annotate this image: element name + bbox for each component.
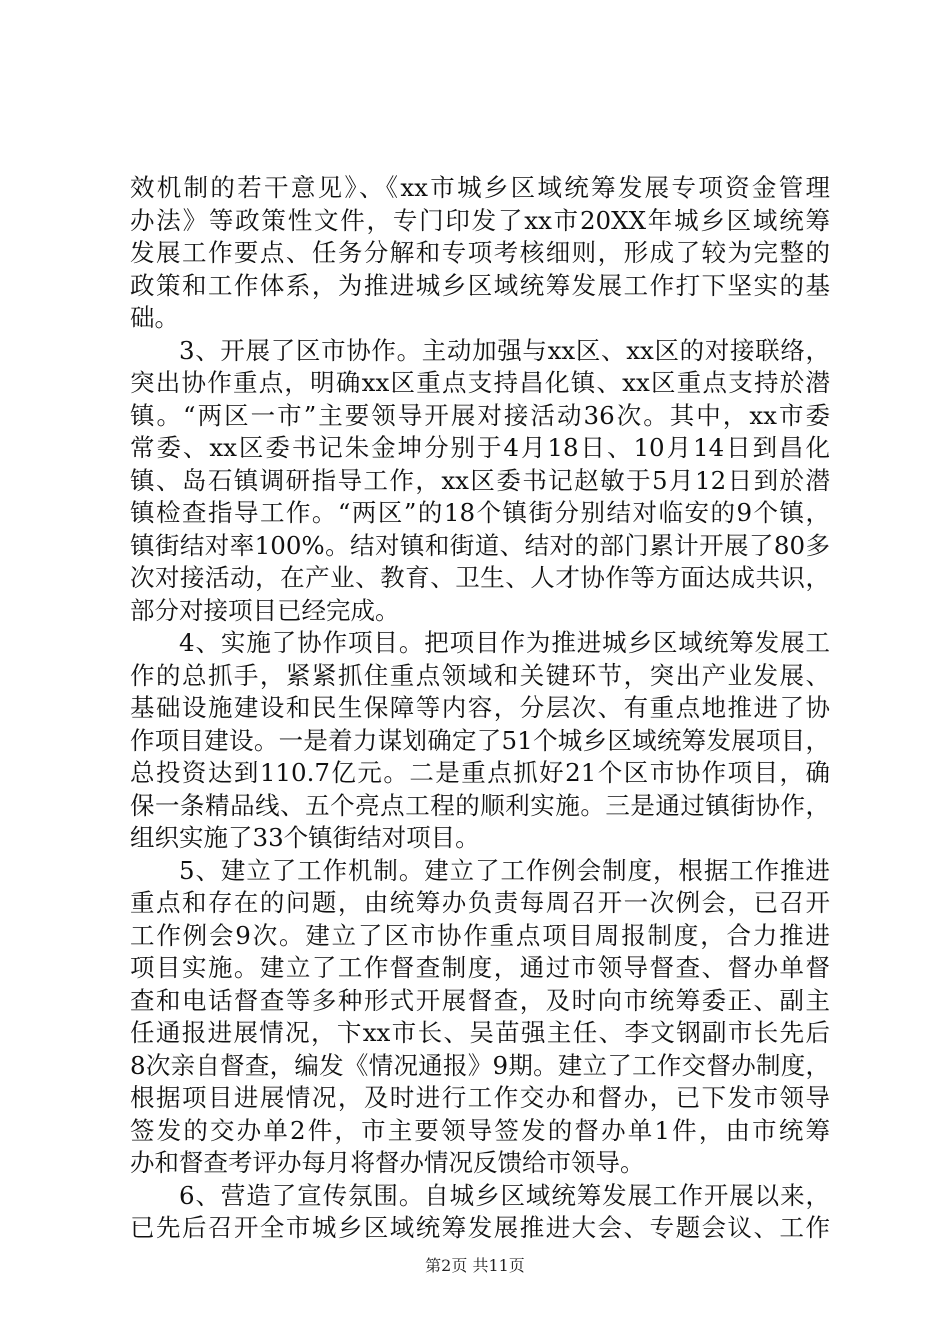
text-line: 项目实施。建立了工作督查制度，通过市领导督查、督办单督 <box>130 953 830 982</box>
text-line: 部分对接项目已经完成。 <box>130 595 400 625</box>
text-line: 已先后召开全市城乡区域统筹发展推进大会、专题会议、工作 <box>130 1213 830 1242</box>
text-line: 组织实施了33个镇街结对项目。 <box>130 823 480 852</box>
text-line: 作项目建设。一是着力谋划确定了51个城乡区域统筹发展项目， <box>130 725 830 755</box>
text-line: 工作例会9次。建立了区市协作重点项目周报制度，合力推进 <box>130 920 830 950</box>
text-line: 办法》等政策性文件，专门印发了xx市20XX年城乡区域统筹 <box>130 205 830 235</box>
text-line: 签发的交办单2件，市主要领导签发的督办单1件，由市统筹 <box>130 1115 830 1145</box>
paragraph-6-first-line: 6、营造了宣传氛围。自城乡区域统筹发展工作开展以来， <box>179 1180 830 1210</box>
text-line: 重点和存在的问题，由统筹办负责每周召开一次例会，已召开 <box>130 888 830 917</box>
text-line: 镇、岛石镇调研指导工作，xx区委书记赵敏于5月12日到於潜 <box>130 465 830 495</box>
text-line: 办和督查考评办每月将督办情况反馈给市领导。 <box>130 1148 645 1177</box>
text-line: 根据项目进展情况，及时进行工作交办和督办，已下发市领导 <box>130 1083 830 1112</box>
page-footer: 第2页 共11页 <box>425 1256 525 1275</box>
text-line: 政策和工作体系，为推进城乡区域统筹发展工作打下坚实的基 <box>130 270 830 300</box>
paragraph-4-first-line: 4、实施了协作项目。把项目作为推进城乡区域统筹发展工 <box>179 628 830 657</box>
text-line: 保一条精品线、五个亮点工程的顺利实施。三是通过镇街协作， <box>130 790 830 820</box>
text-line: 8次亲自督查，编发《情况通报》9期。建立了工作交督办制度， <box>130 1050 830 1080</box>
text-line: 基础设施建设和民生保障等内容，分层次、有重点地推进了协 <box>130 693 830 722</box>
text-line: 镇街结对率100%。结对镇和街道、结对的部门累计开展了80多 <box>130 530 830 560</box>
text-line: 础。 <box>130 303 179 332</box>
text-line: 发展工作要点、任务分解和专项考核细则，形成了较为完整的 <box>130 238 830 267</box>
text-line: 镇。“两区一市”主要领导开展对接活动36次。其中，xx市委 <box>130 400 830 430</box>
text-line: 效机制的若干意见》、《xx市城乡区域统筹发展专项资金管理 <box>130 173 830 202</box>
text-line: 任通报进展情况，卞xx市长、吴苗强主任、李文钢副市长先后 <box>130 1018 830 1047</box>
text-line: 作的总抓手，紧紧抓住重点领域和关键环节，突出产业发展、 <box>130 660 830 690</box>
text-line: 次对接活动，在产业、教育、卫生、人才协作等方面达成共识， <box>130 563 830 592</box>
text-line: 总投资达到110.7亿元。二是重点抓好21个区市协作项目，确 <box>130 758 830 787</box>
paragraph-5-first-line: 5、建立了工作机制。建立了工作例会制度，根据工作推进 <box>179 855 830 885</box>
text-line: 常委、xx区委书记朱金坤分别于4月18日、10月14日到昌化 <box>130 433 830 462</box>
text-line: 镇检查指导工作。“两区”的18个镇街分别结对临安的9个镇， <box>130 498 830 527</box>
document-body <box>130 172 830 1245</box>
text-line: 突出协作重点，明确xx区重点支持昌化镇、xx区重点支持於潜 <box>130 368 830 397</box>
paragraph-3-first-line: 3、开展了区市协作。主动加强与xx区、xx区的对接联络， <box>179 335 830 365</box>
text-line: 查和电话督查等多种形式开展督查，及时向市统筹委正、副主 <box>130 985 830 1015</box>
